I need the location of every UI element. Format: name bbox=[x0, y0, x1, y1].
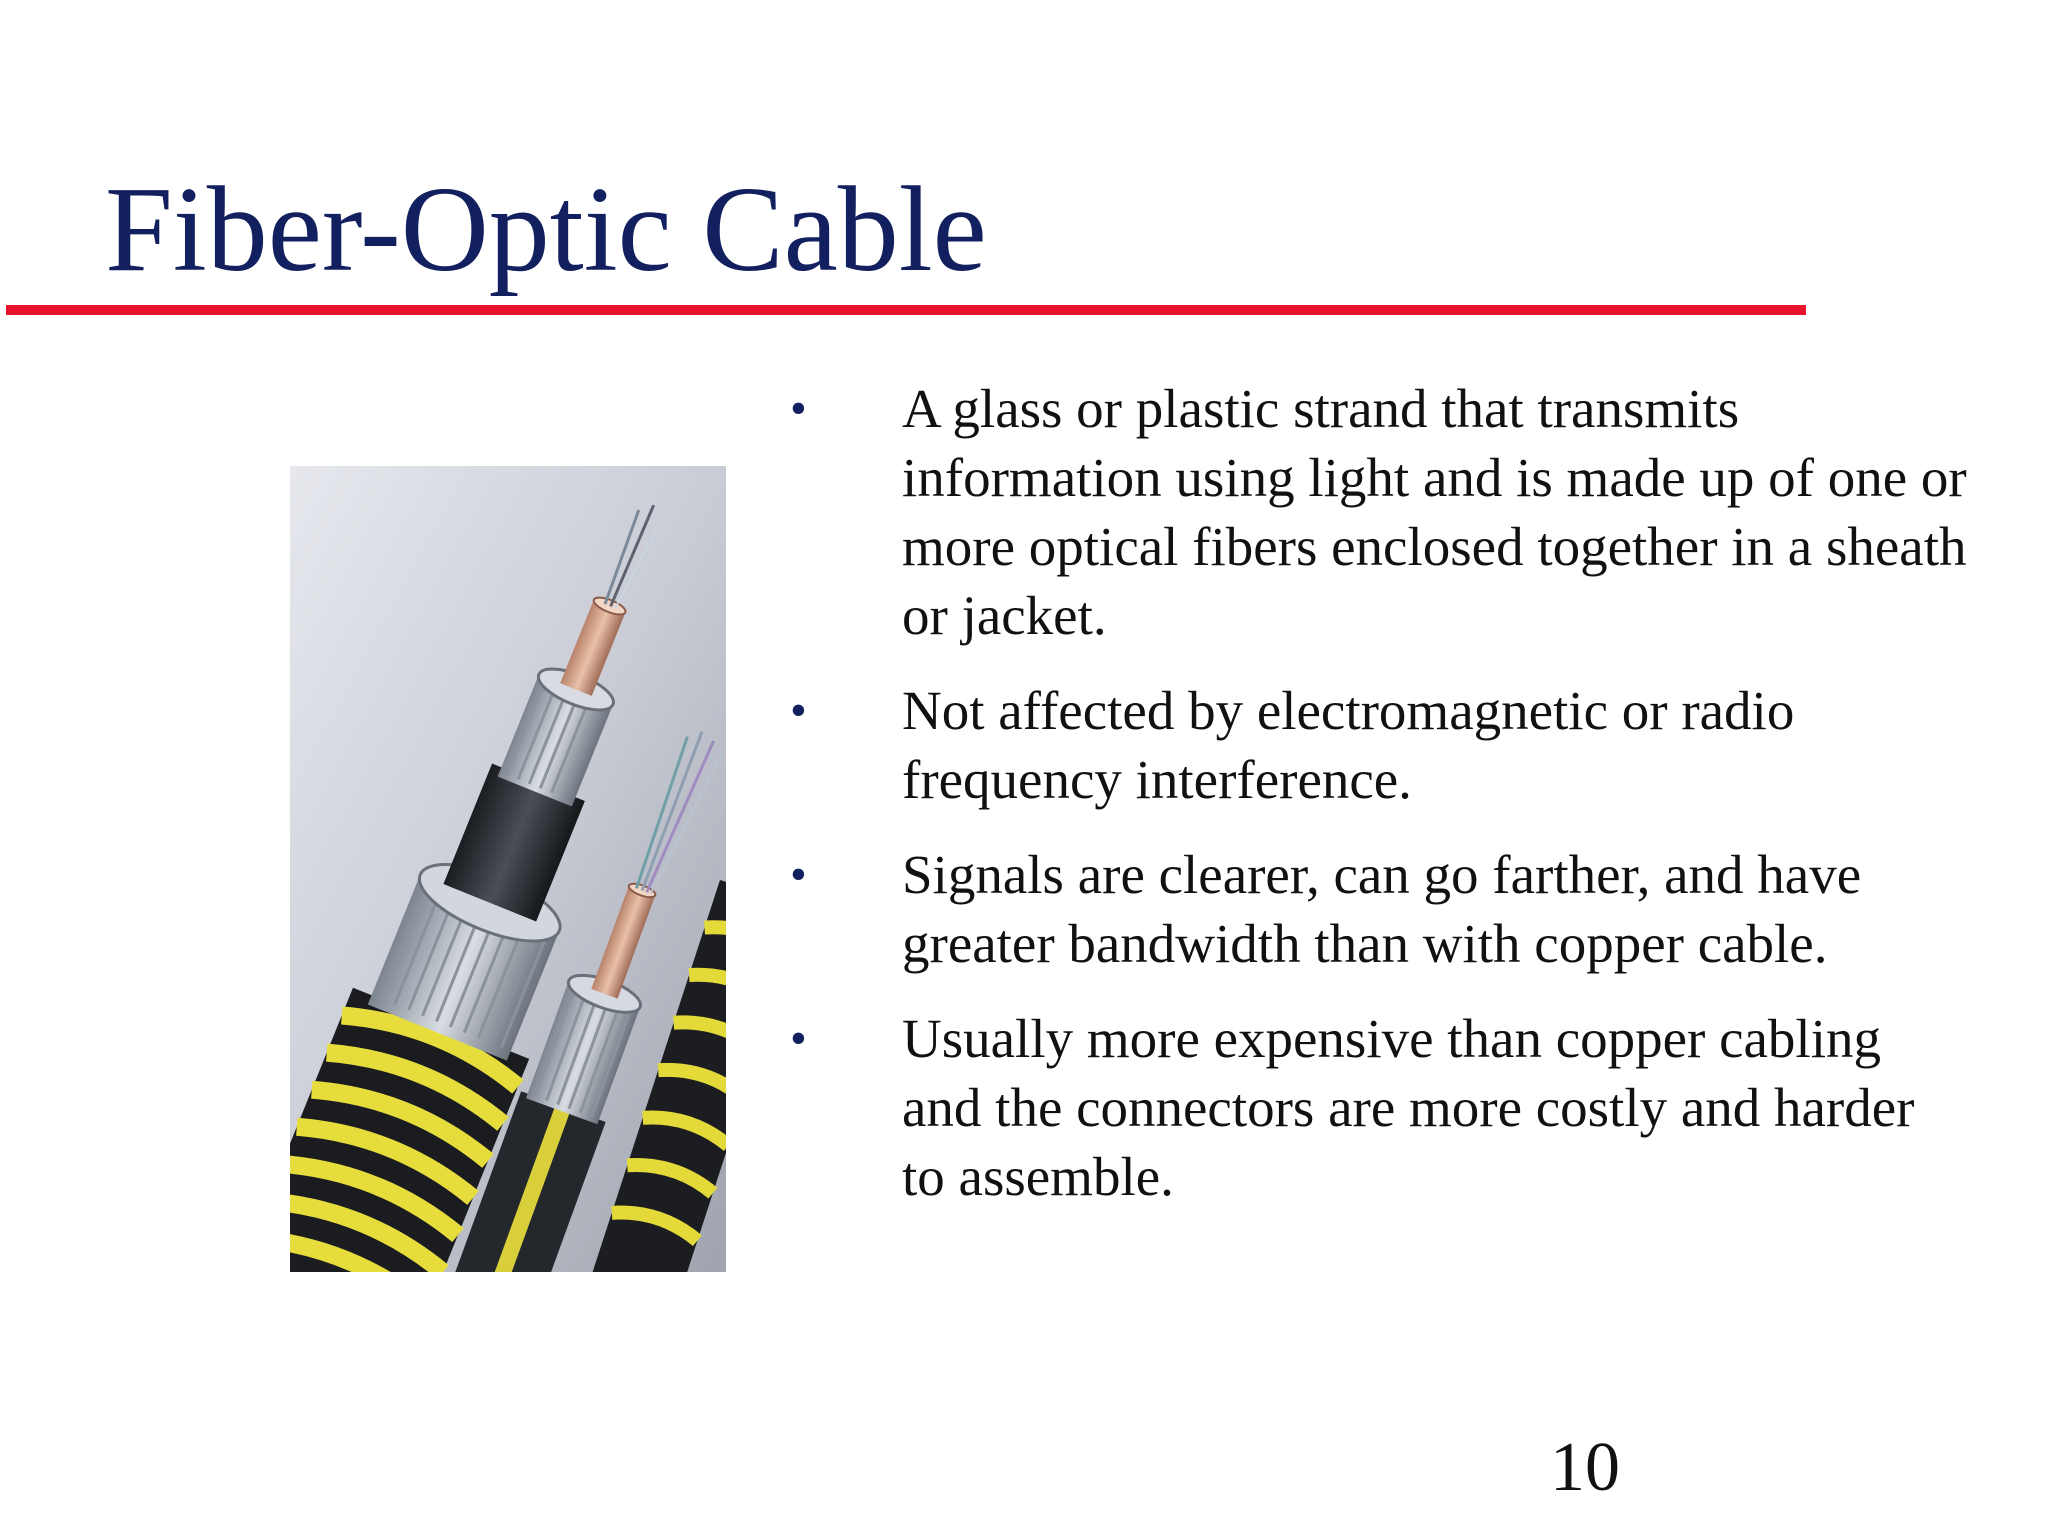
bullet-text: A glass or plastic strand that transmits information using light and is made up of one or more optical fibers enclosed together in a sheath or jacket. bbox=[902, 378, 1967, 646]
bullet-list bbox=[790, 374, 1970, 1237]
page-number: 10 bbox=[1550, 1429, 1620, 1506]
bullet-marker: • bbox=[790, 1012, 807, 1065]
bullet-item bbox=[790, 374, 1970, 650]
bullet-marker: • bbox=[790, 848, 807, 901]
bullet-text: Usually more expensive than copper cabling and the connectors are more costly and harder to assemble. bbox=[902, 1008, 1915, 1207]
slide-title: Fiber-Optic Cable bbox=[105, 162, 987, 297]
title-underline bbox=[6, 305, 1806, 315]
bullet-item bbox=[790, 1004, 1970, 1211]
bullet-marker: • bbox=[790, 684, 807, 737]
fiber-optic-cable-photo bbox=[290, 466, 726, 1272]
bullet-item bbox=[790, 840, 1970, 978]
bullet-marker: • bbox=[790, 382, 807, 435]
bullet-text: Signals are clearer, can go farther, and have greater bandwidth than with copper cable. bbox=[902, 844, 1862, 974]
bullet-item bbox=[790, 676, 1970, 814]
bullet-text: Not affected by electromagnetic or radio frequency interference. bbox=[902, 680, 1795, 810]
